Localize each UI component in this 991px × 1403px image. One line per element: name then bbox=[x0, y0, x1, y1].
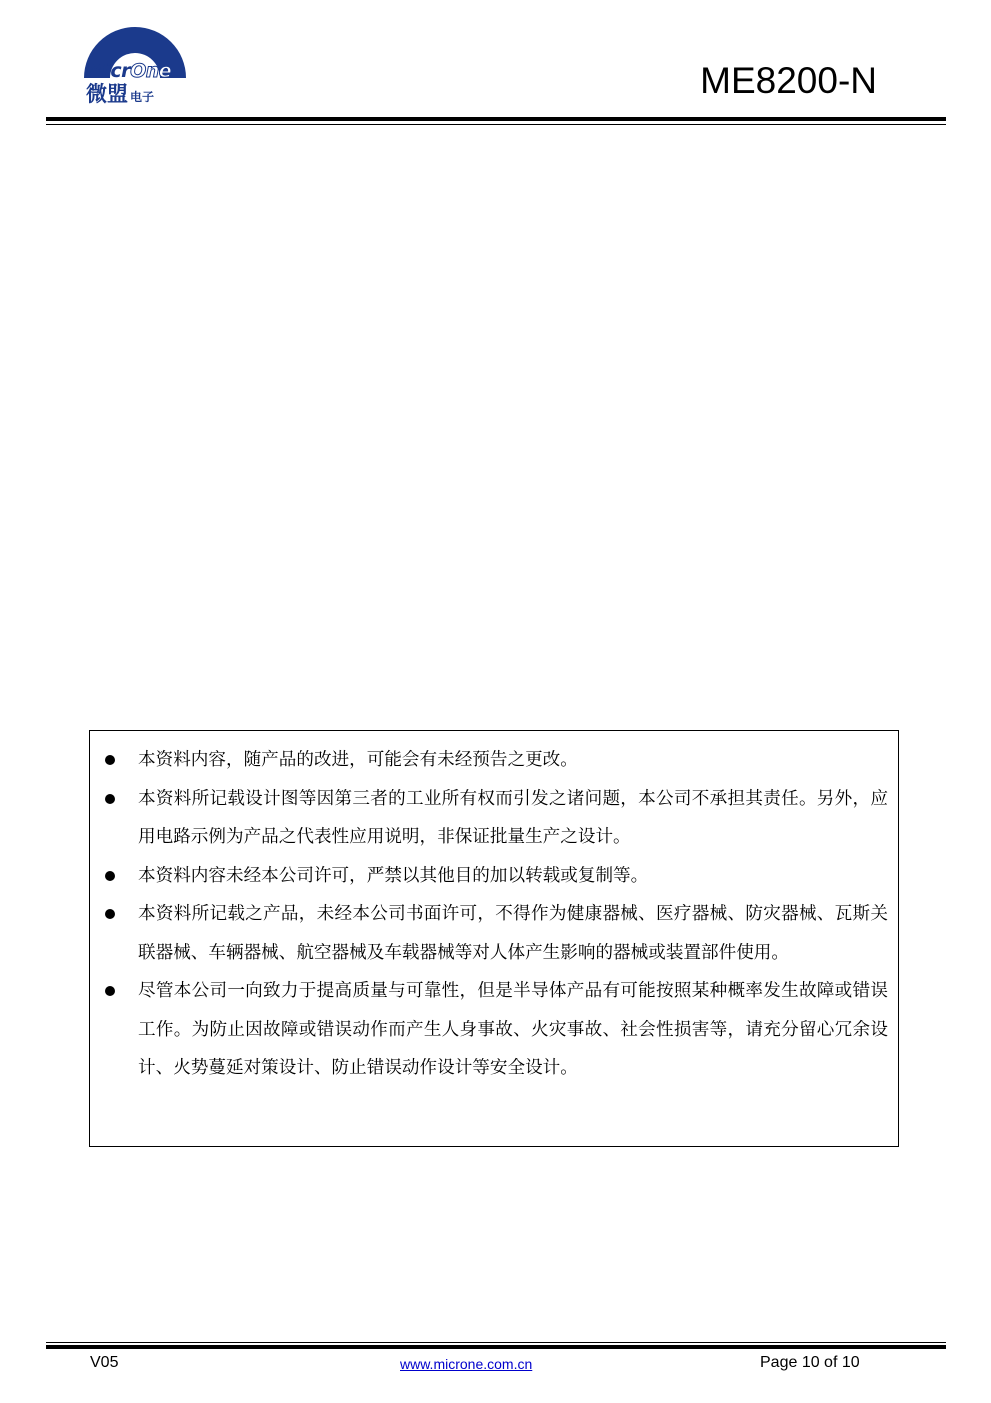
company-logo bbox=[80, 16, 190, 108]
logo-chinese-name bbox=[86, 84, 154, 105]
footer-rule-thick bbox=[46, 1345, 946, 1349]
footer-version: V05 bbox=[90, 1354, 119, 1371]
logo-wordmark bbox=[86, 62, 171, 81]
footer-website-link[interactable]: www.microne.com.cn bbox=[400, 1356, 533, 1372]
footer-rule-thin bbox=[46, 1342, 946, 1343]
disclaimer-list bbox=[90, 731, 898, 1088]
header-rule-thin bbox=[46, 124, 946, 125]
disclaimer-item: 本资料所记载之产品，未经本公司书面许可，不得作为健康器械、医疗器械、防灾器械、瓦斯关联器械、车辆器械、航空器械及车载器械等对人体产生影响的器械或装置部件使用。 bbox=[138, 895, 888, 972]
disclaimer-item: 本资料内容，随产品的改进，可能会有未经预告之更改。 bbox=[138, 741, 888, 780]
footer-page-number: Page 10 of 10 bbox=[760, 1354, 860, 1371]
header-rule-thick bbox=[46, 117, 946, 121]
disclaimer-box bbox=[89, 730, 899, 1147]
disclaimer-item: 尽管本公司一向致力于提高质量与可靠性，但是半导体产品有可能按照某种概率发生故障或错误工作。为防止因故障或错误动作而产生人身事故、火灾事故、社会性损害等，请充分留心冗余设计、火势蔓延对策设计、防止错误动作设计等安全设计。 bbox=[138, 972, 888, 1088]
logo-wordmark-one: One bbox=[130, 60, 172, 82]
disclaimer-item: 本资料所记载设计图等因第三者的工业所有权而引发之诸问题，本公司不承担其责任。另外，应用电路示例为产品之代表性应用说明，非保证批量生产之设计。 bbox=[138, 780, 888, 857]
disclaimer-item: 本资料内容未经本公司许可，严禁以其他目的加以转载或复制等。 bbox=[138, 857, 888, 896]
logo-cn-sub: 电子 bbox=[130, 90, 155, 104]
logo-cn-main: 微盟 bbox=[86, 82, 128, 106]
document-title: ME8200-N bbox=[700, 60, 877, 101]
logo-wordmark-micr: Micr bbox=[86, 60, 131, 82]
